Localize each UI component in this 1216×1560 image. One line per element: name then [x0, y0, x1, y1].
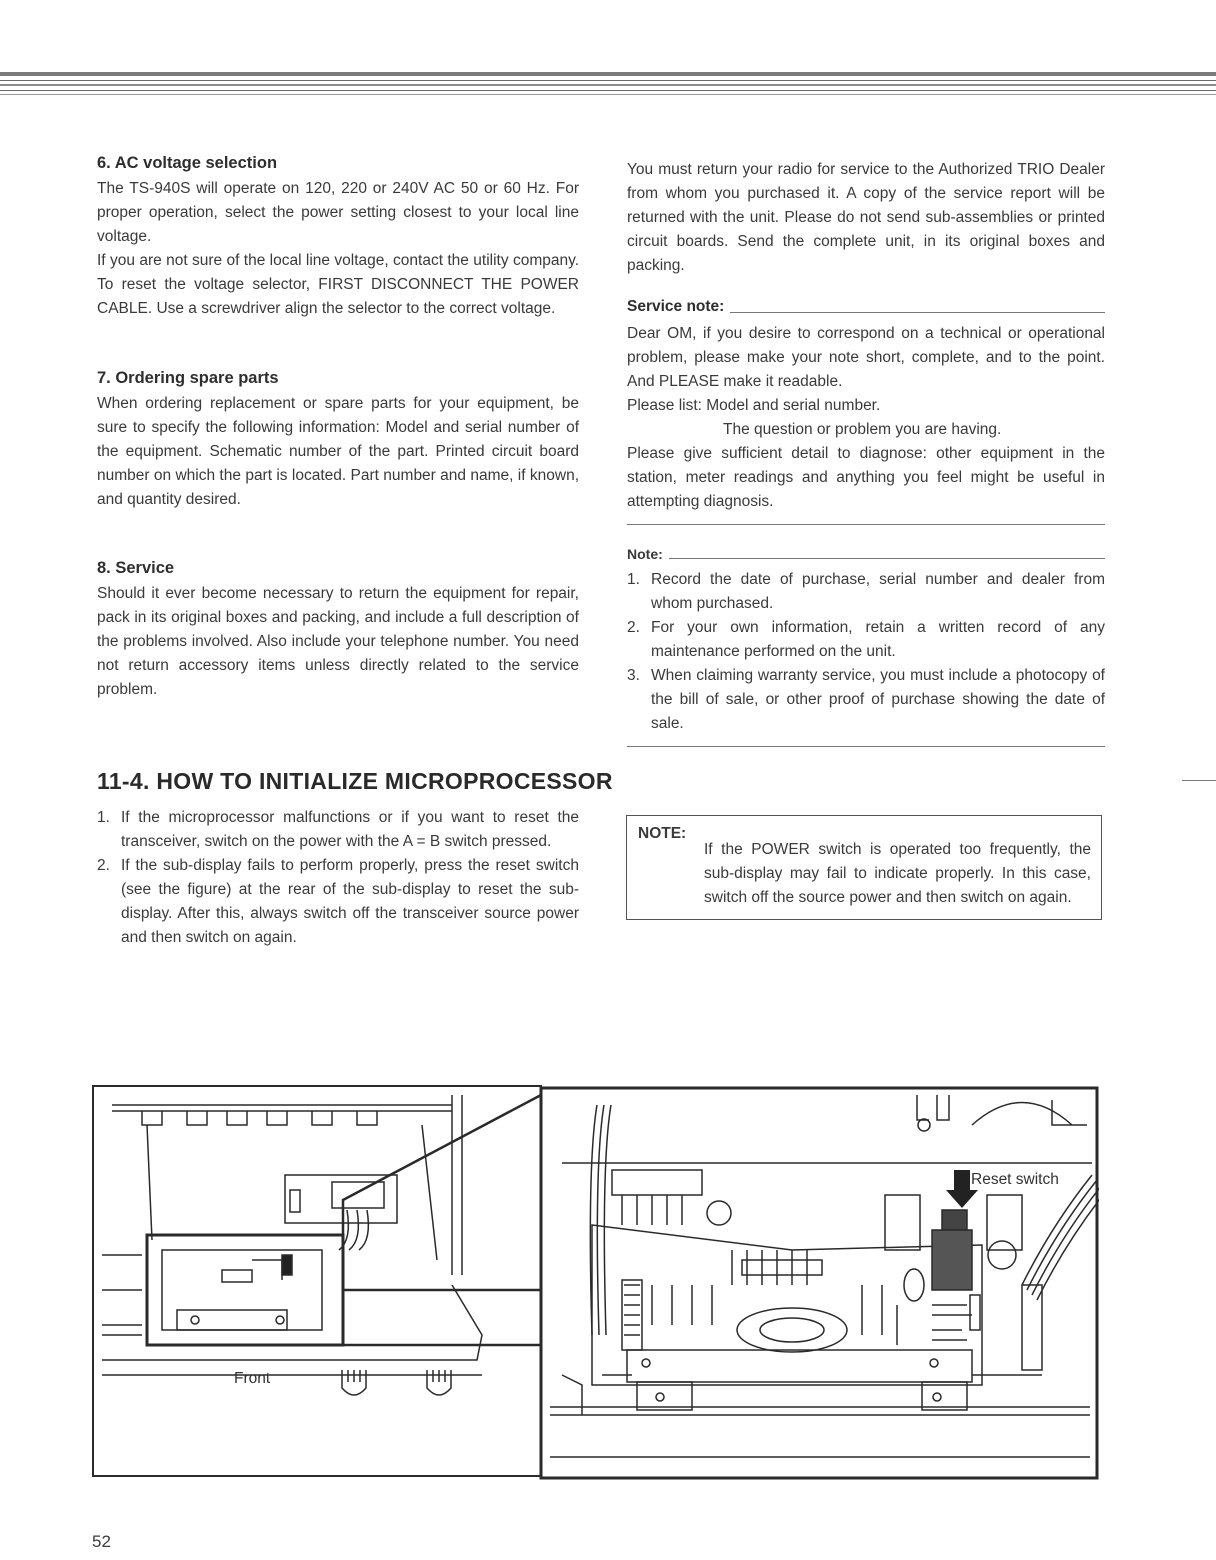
- note-list: [627, 568, 1105, 736]
- section-body: The TS-940S will operate on 120, 220 or 240V AC 50 or 60 Hz. For proper operation, select the power setting closest to your local line voltage.: [97, 180, 579, 245]
- divider: [627, 524, 1105, 525]
- section-heading: 8. Service: [97, 559, 175, 577]
- front-label: Front: [234, 1370, 271, 1387]
- section-ac-voltage: [97, 154, 579, 321]
- note-box-label: NOTE:: [638, 825, 687, 842]
- service-note: [627, 298, 1105, 514]
- note-box-text: If the POWER switch is operated too frequently, the sub-display may fail to indicate properly. In this case, switch off the source power and then switch on again.: [704, 840, 1091, 906]
- top-rule-4: [0, 94, 1216, 95]
- note-label: Note:: [627, 546, 669, 562]
- margin-mark: [1182, 780, 1216, 781]
- top-rule-2: [0, 84, 1216, 86]
- note-section: [627, 546, 1105, 736]
- section-title: 11-4. HOW TO INITIALIZE MICROPROCESSOR: [97, 768, 613, 794]
- divider: [627, 746, 1105, 747]
- figure-illustration: [92, 1085, 1099, 1480]
- top-rule-thick: [0, 72, 1216, 76]
- section-heading: 7. Ordering spare parts: [97, 369, 279, 387]
- list-item: 1. If the microprocessor malfunctions or if you want to reset the transceiver, switch on the power with the A = B switch pressed.: [97, 809, 579, 850]
- list-item: 3. When claiming warranty service, you must include a photocopy of the bill of sale, or other proof of purchase showing the date of sale.: [627, 667, 1105, 732]
- return-instructions: [627, 158, 1105, 278]
- section-body: If you are not sure of the local line voltage, contact the utility company. To reset the voltage selector, FIRST DISCONNECT THE POWER CABLE. Use a screwdriver align the selector to the correct voltage.: [97, 252, 579, 317]
- return-text: You must return your radio for service to the Authorized TRIO Dealer from whom you purchased it. A copy of the service report will be returned with the unit. Please do not send sub-assemblies or printed circuit boards. Send the complete unit, in its original boxes and packing.: [627, 161, 1105, 274]
- list-item: 2. For your own information, retain a written record of any maintenance performed on the unit.: [627, 619, 1105, 660]
- section-spare-parts: [97, 369, 579, 512]
- service-note-closing: Please give sufficient detail to diagnose: other equipment in the station, meter readings and anything you feel might be useful in attempting diagnosis.: [627, 445, 1105, 510]
- list-item: 1. Record the date of purchase, serial number and dealer from whom purchased.: [627, 571, 1105, 612]
- service-note-body: Dear OM, if you desire to correspond on a technical or operational problem, please make your note short, complete, and to the point. And PLEASE make it readable.: [627, 325, 1105, 390]
- top-rule-1: [0, 80, 1216, 81]
- list-item: 2. If the sub-display fails to perform properly, press the reset switch (see the figure) at the rear of the sub-display to reset the sub-display. After this, always switch off the transceiver source power and then switch on again.: [97, 857, 579, 946]
- service-note-list-1: Please list: Model and serial number.: [627, 397, 881, 414]
- top-rule-3: [0, 90, 1216, 91]
- power-note-box: [626, 815, 1102, 920]
- reset-switch-figure: [92, 1085, 1099, 1480]
- section-service: [97, 559, 579, 702]
- section-heading: 6. AC voltage selection: [97, 154, 278, 172]
- reset-switch-label: Reset switch: [971, 1171, 1059, 1188]
- initialize-steps: [97, 806, 579, 950]
- service-note-list-2: The question or problem you are having.: [723, 421, 1002, 438]
- section-body: When ordering replacement or spare parts for your equipment, be sure to specify the following information: Model and serial number of the equipment. Schematic number of the part. Printed circuit board number on which the part is located. Part number and name, if known, and quantity desired.: [97, 395, 579, 508]
- page-number: 52: [92, 1532, 111, 1551]
- section-body: Should it ever become necessary to return the equipment for repair, pack in its original boxes and packing, and include a full description of the problems involved. Also include your telephone number. You need not return accessory items unless directly related to the service problem.: [97, 585, 579, 698]
- service-note-label: Service note:: [627, 298, 730, 315]
